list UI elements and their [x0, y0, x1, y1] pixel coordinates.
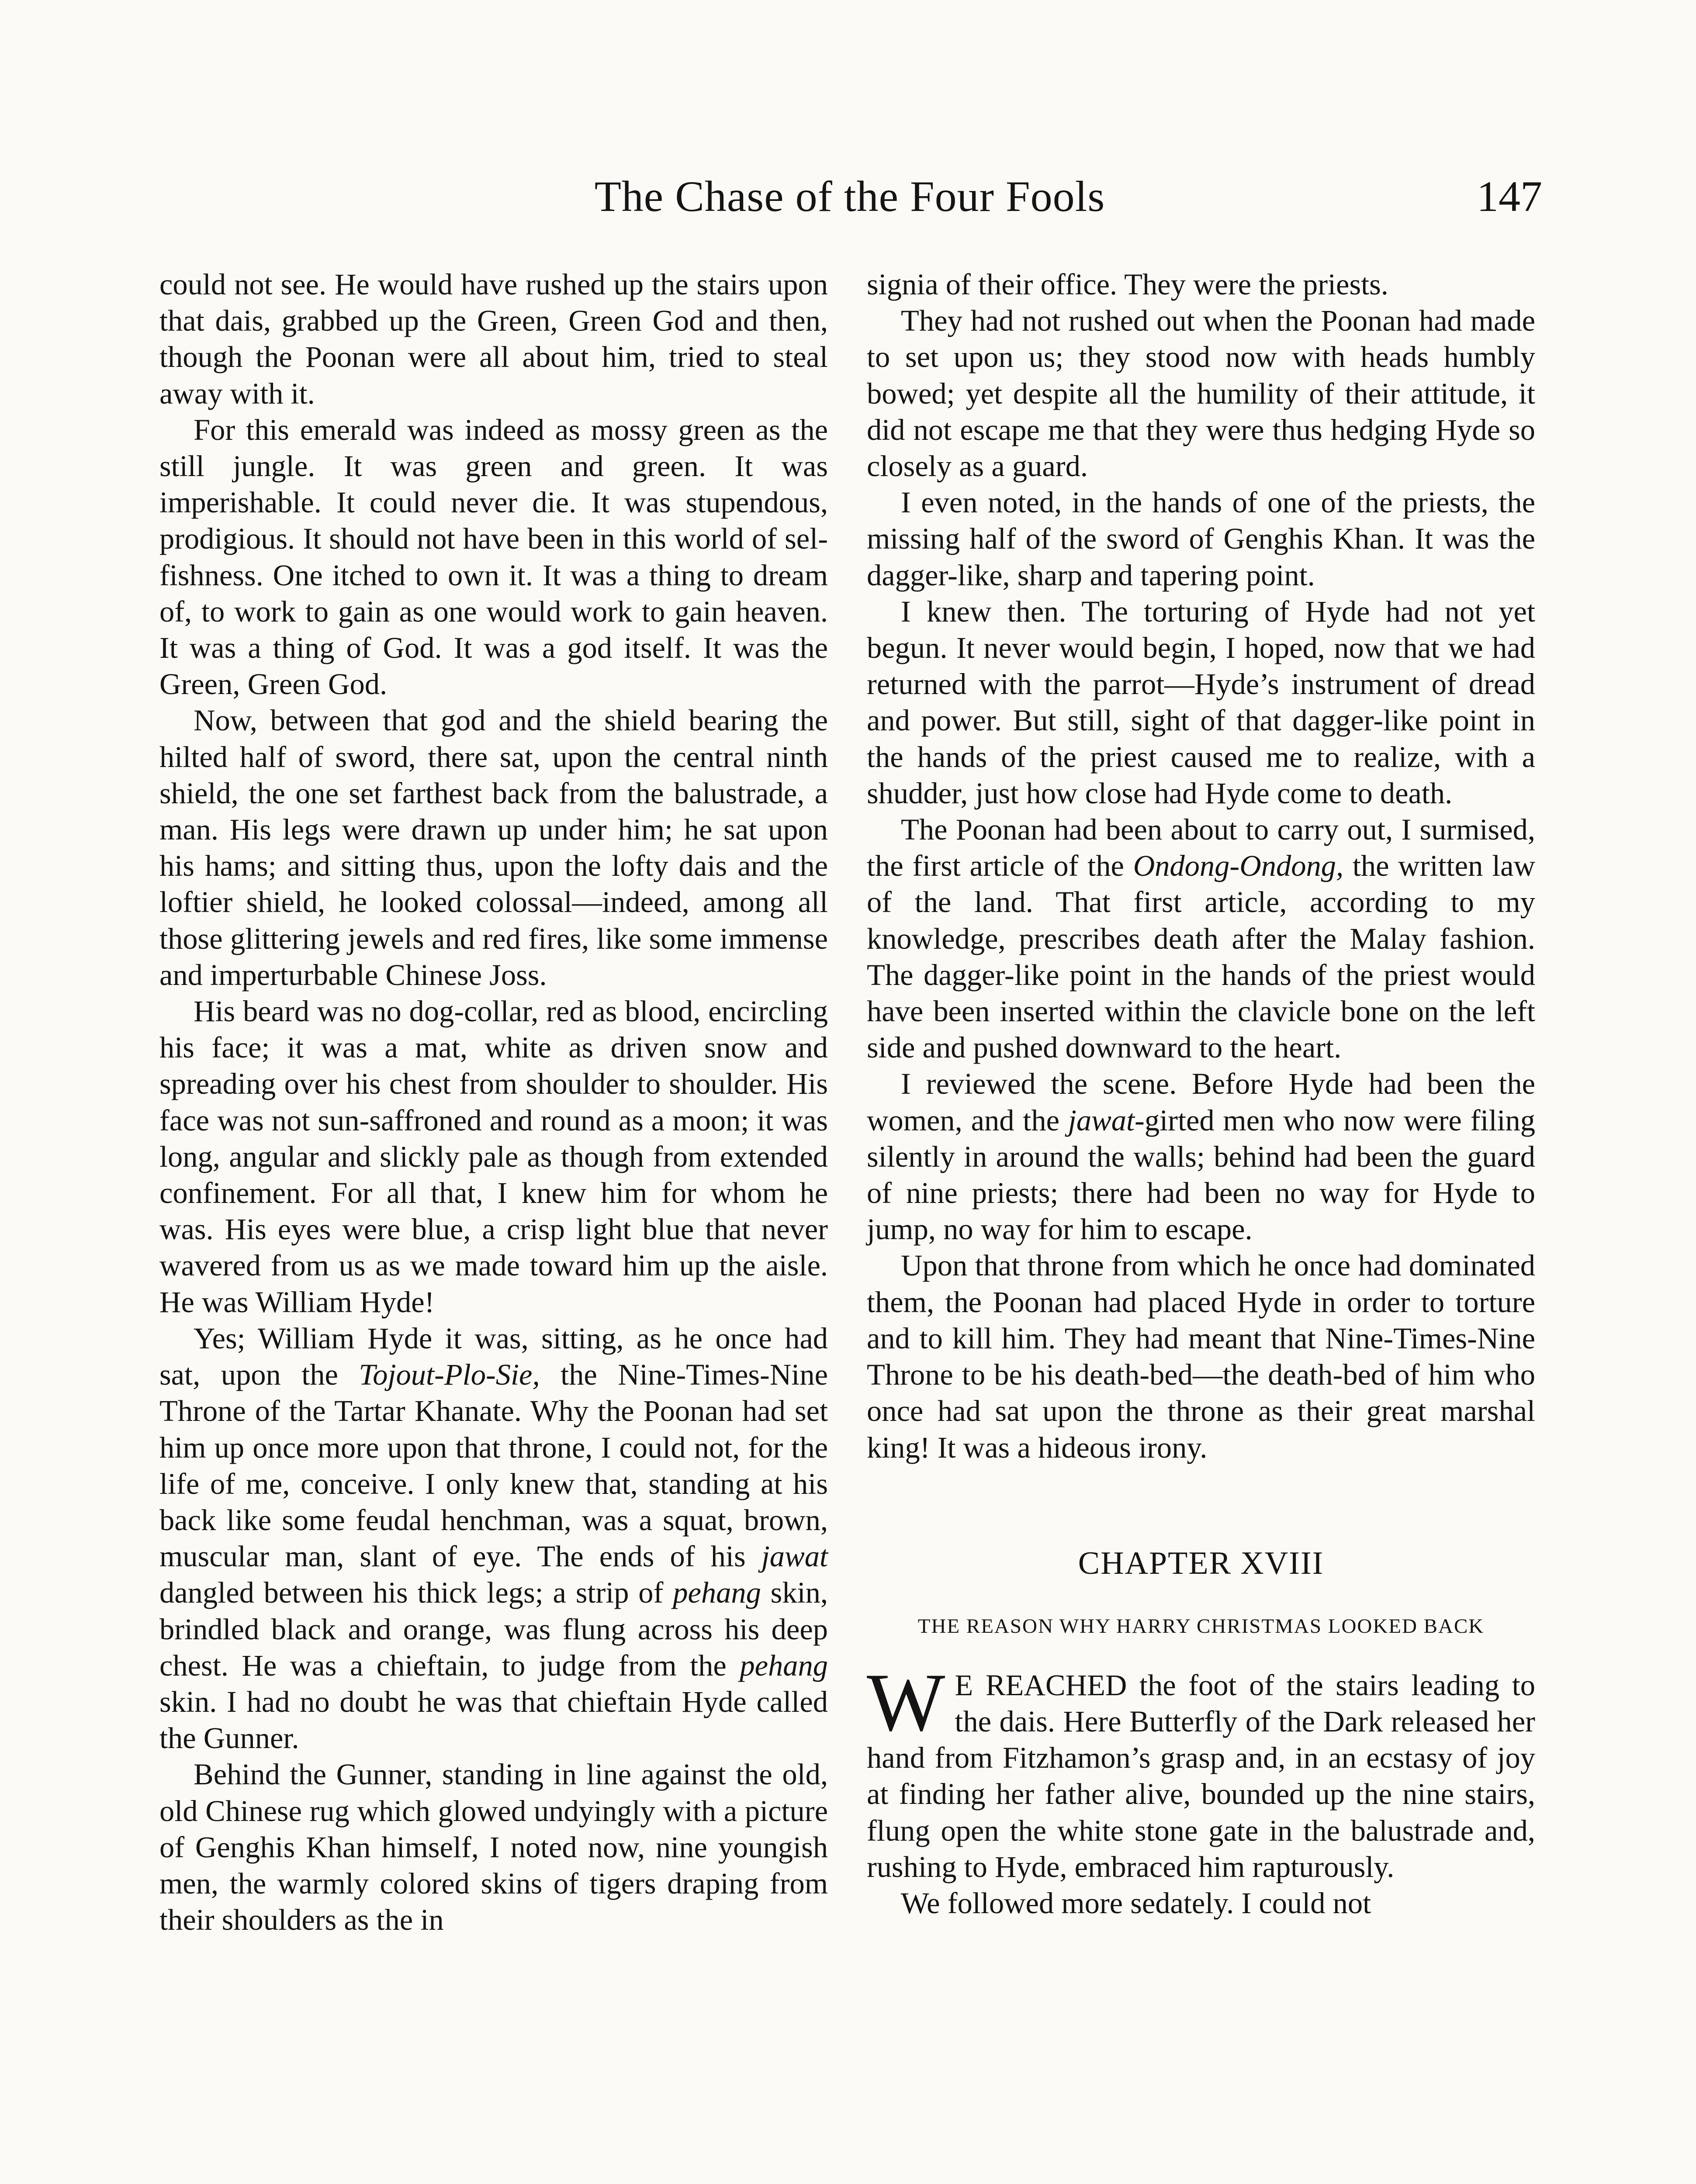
text-run: I reviewed the scene. Before Hyde had been the women, and the — [867, 1067, 1535, 1137]
italic-term: jawat — [761, 1540, 828, 1573]
paragraph: Upon that throne from which he once had dominated them, the Poonan had placed Hyde in order to torture and to kill him. They had meant that Nine-Times-Nine Throne to be his death-bed—the death-bed of him who once had sat upon the throne as their great marshal king! It was a hideous irony. — [867, 1249, 1535, 1464]
paragraph: Behind the Gunner, standing in line against the old, old Chinese rug which glowed undyingly with a picture of Genghis Khan himself, I noted now, nine youngish men, the warmly colored skins of tigers draping from their shoulders as the in — [159, 1758, 828, 1937]
paragraph: Now, between that god and the shield bearing the hilted half of sword, there sat, upon the central ninth shield, the one set farthest back from the balustrade, a man. His legs were drawn up under him; he sat upon his hams; and sitting thus, upon the lofty dais and the loftier shield, he looked colossal—indeed, among all those glittering jewels and red fires, like some immense and imperturbable Chinese Joss. — [159, 704, 828, 992]
right-column — [867, 266, 1535, 1921]
paragraph: They had not rushed out when the Poonan had made to set upon us; they stood now with heads humbly bowed; yet despite all the humility of their attitude, it did not escape me that they were thus hedging Hyde so closely as a guard. — [867, 304, 1535, 483]
paragraph: I even noted, in the hands of one of the priests, the missing half of the sword of Genghis Khan. It was the dagger-like, sharp and tapering point. — [867, 486, 1535, 592]
page-header — [157, 168, 1542, 225]
paragraph: could not see. He would have rushed up the stairs upon that dais, grabbed up the Green, Green God and then, though the Poonan were all about him, tried to steal away with it. — [159, 268, 828, 410]
text-run: the Nine-Times-Nine Throne of the Tartar Khanate. Why the Poonan had set him up once more upon that throne, I could not, for the life of me, conceive. I only knew that, standing at his back like some feudal henchman, was a squat, brown, muscular man, slant of eye. The ends of his — [159, 1358, 828, 1573]
small-caps-lead: E REACHED — [955, 1668, 1127, 1702]
italic-term: Ondong-Ondong, — [1133, 849, 1344, 883]
chapter-opening-paragraph — [867, 1656, 1535, 1885]
text-run: skin, brindled black and orange, was flung across his deep chest. He was a chieftain, to judge from the — [159, 1576, 828, 1682]
italic-term: jawat — [1068, 1103, 1135, 1137]
text-run: skin. I had no doubt he was that chieftain Hyde called the Gunner. — [159, 1685, 828, 1755]
drop-cap: W — [867, 1656, 945, 1749]
text-run: The Poonan had been about to carry out, I surmised, the first article of the — [867, 813, 1535, 883]
paragraph: His beard was no dog-collar, red as blood, encircling his face; it was a mat, white as driven snow and spreading over his chest from shoulder to shoulder. His face was not sun-saffroned and round as a moon; it was long, angular and slickly pale as though from extended confinement. For all that, I knew him for whom he was. His eyes were blue, a crisp light blue that never wavered from us as we made toward him up the aisle. He was William Hyde! — [159, 995, 828, 1319]
paragraph: For this emerald was indeed as mossy green as the still jungle. It was green and green. It was imperishable. It could never die. It was stupendous, prodigious. It should not have been in this world of selfishness. One itched to own it. It was a thing to dream of, to work to gain as one would work to gain heaven. It was a thing of God. It was a god itself. It was the Green, Green God. — [159, 413, 828, 701]
italic-term: pehang — [673, 1576, 761, 1610]
paragraph — [867, 1066, 1535, 1248]
chapter-title: CHAPTER XVIII — [1078, 1545, 1324, 1581]
italic-term: Tojout-Plo-Sie, — [359, 1358, 540, 1392]
text-run: Yes; William Hyde it was, sitting, as he once had sat, upon the — [159, 1321, 828, 1392]
paragraph — [159, 1320, 828, 1756]
text-run: the foot of the stairs leading to the dais. Here Butterfly of the Dark released her hand from Fitzhamon’s grasp and, in an ecstasy of joy at finding her father alive, bounded up the nine stairs, flung open the white stone gate in the balustrade and, rushing to Hyde, embraced him rapturously. — [867, 1668, 1535, 1883]
paragraph: We followed more sedately. I could not — [901, 1886, 1371, 1920]
chapter-subtitle: THE REASON WHY HARRY CHRISTMAS LOOKED BACK — [917, 1614, 1485, 1638]
left-column — [159, 266, 828, 1938]
text-run: -girted men who now were filing silently in around the walls; behind had been the guard of nine priests; there had been no way for Hyde to jump, no way for him to escape. — [867, 1103, 1536, 1246]
text-run: the written law of the land. That first article, according to my knowledge, prescribes death after the Malay fashion. The dagger-like point in the hands of the priest would have been inserted within the clavicle bone on the left side and pushed downward to the heart. — [867, 849, 1536, 1064]
page-number: 147 — [1477, 172, 1542, 221]
paragraph: I knew then. The torturing of Hyde had not yet begun. It never would begin, I hoped, now that we had returned with the parrot—Hyde’s instrument of dread and power. But still, sight of that dagger-like point in the hands of the priest caused me to realize, with a shudder, just how close had Hyde come to death. — [867, 594, 1535, 810]
italic-term: pehang — [740, 1648, 828, 1682]
text-run: dangled between his thick legs; a strip of — [159, 1576, 673, 1610]
paragraph — [867, 812, 1535, 1066]
running-head: The Chase of the Four Fools — [594, 172, 1105, 221]
paragraph: signia of their office. They were the priests. — [867, 268, 1388, 301]
